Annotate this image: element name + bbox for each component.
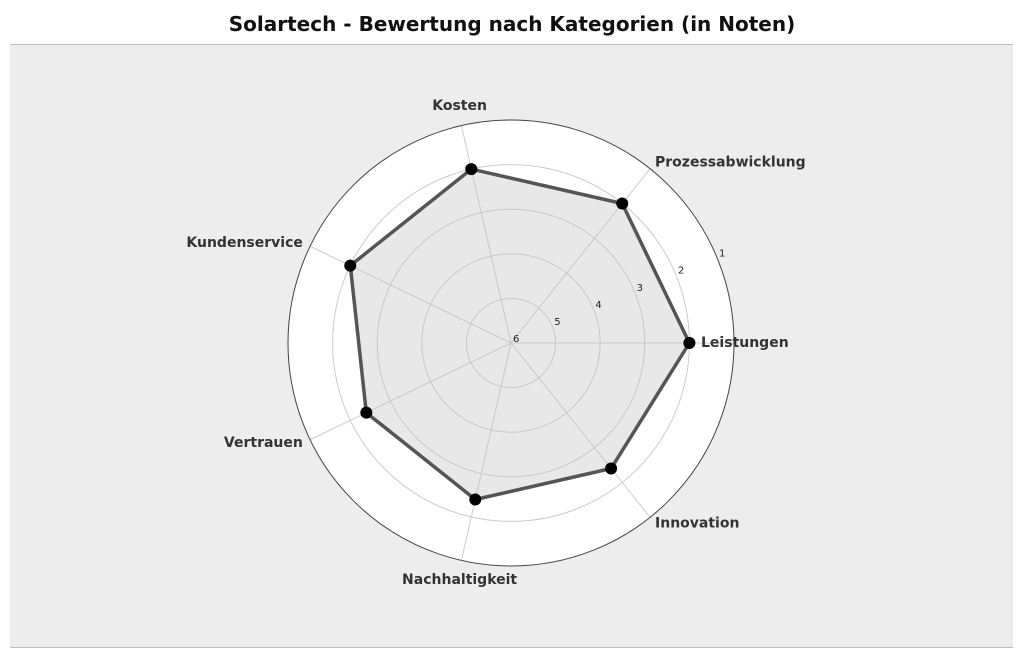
data-point-5 (469, 494, 481, 506)
data-point-2 (465, 163, 477, 175)
data-point-6 (605, 463, 617, 475)
radial-tick-label: 1 (719, 248, 726, 260)
category-label: Kundenservice (186, 234, 303, 251)
category-label: Nachhaltigkeit (402, 572, 518, 589)
radial-tick-label: 3 (636, 282, 643, 294)
radial-tick-label: 6 (513, 334, 520, 345)
data-point-3 (344, 260, 356, 272)
chart-title: Solartech - Bewertung nach Kategorien (in Noten) (228, 12, 796, 36)
radial-tick-label: 2 (677, 265, 685, 277)
data-point-1 (616, 198, 628, 210)
data-point-0 (683, 337, 695, 349)
category-label: Prozessabwicklung (655, 154, 806, 171)
data-point-4 (360, 407, 372, 419)
category-label: Innovation (655, 515, 740, 532)
radial-tick-label: 5 (554, 316, 561, 328)
category-label: Vertrauen (223, 435, 303, 452)
category-label: Leistungen (701, 335, 789, 351)
radial-tick-label: 4 (595, 299, 602, 311)
category-label: Kosten (432, 97, 487, 114)
